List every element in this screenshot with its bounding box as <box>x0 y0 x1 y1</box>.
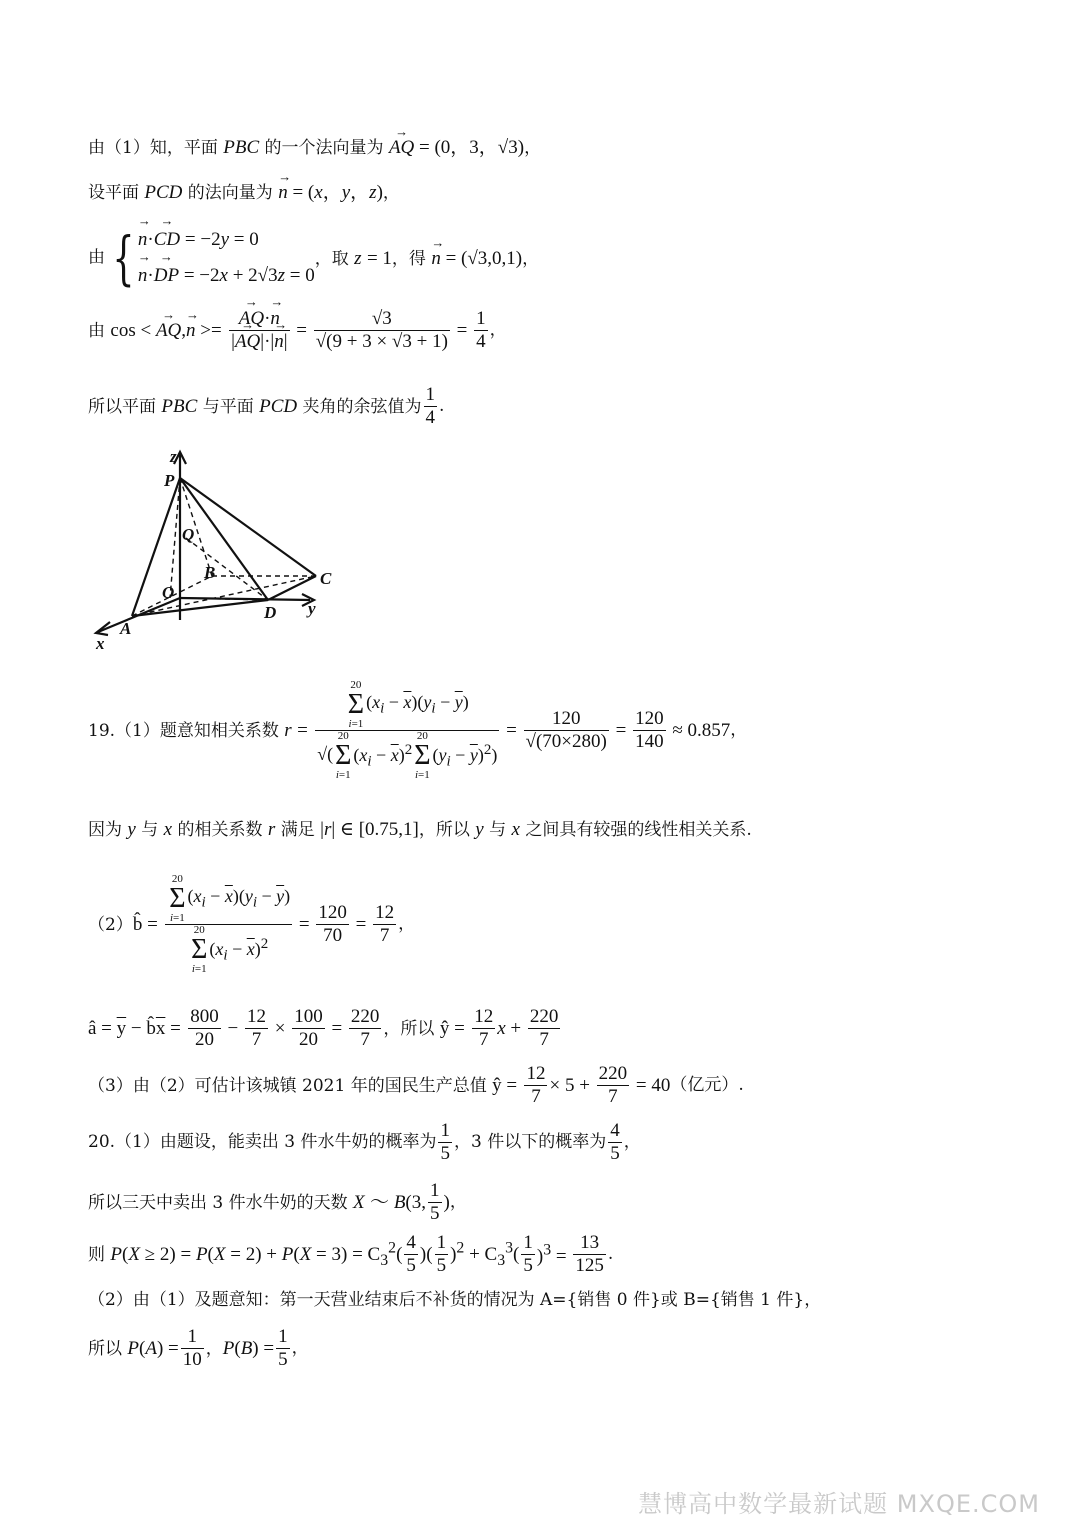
equation-system: 由 { → n·→ CD = −2y = 0 → n·→ DP = −2x + 2√3z = 0 ，取 z = 1，得 → n = (√3,0,1)， <box>88 222 539 294</box>
q20-part2: （2）由（1）及题意知：第一天营业结束后不补货的情况为 A={销售 0 件}或 B={销售 1 件}， <box>88 1290 822 1310</box>
label-p: P <box>164 471 175 490</box>
label-x: x <box>96 634 105 653</box>
text-line-1: 由（1）知，平面 PBC 的一个法向量为 → AQ = (0，3，√3)， <box>88 138 541 157</box>
label-o: O <box>162 583 175 602</box>
label-c: C <box>320 569 332 588</box>
label-y: y <box>308 599 316 618</box>
q19-part1-conclusion: 因为 y 与 x 的相关系数 r 满足 |r| ∈ [0.75,1]，所以 y 与 x 之间具有较强的线性相关关系. <box>88 819 752 840</box>
label-z: z <box>170 448 177 466</box>
label-b: B <box>204 563 216 582</box>
conclusion-line: 所以平面 PBC 与平面 PCD 夹角的余弦值为 $\frac{1}{4}$ . <box>88 384 445 428</box>
label-q: Q <box>182 525 195 544</box>
pyramid-figure <box>88 448 348 653</box>
q20-part1-probability: 20.（1）由题设，能卖出 3 件水牛奶的概率为 $\frac{1}{5}$ ，3 件以下的概率为 $\frac{4}{5}$ ， <box>88 1120 641 1164</box>
q20-probability-calc: 则 $P(X \ge 2) = P(X = 2) + P(X = 3) = C_3^2$( $\frac{4}{5}$ )( $\frac{1}{5}$ )$^2 + C_3^3$( $\frac{1}{5}$ )$^3$ = $\frac{13}{125}$ . <box>88 1232 614 1276</box>
q20-binomial: 所以三天中卖出 3 件水牛奶的天数 X ～ B(3, $\frac{1}{5}$ )， <box>88 1180 467 1224</box>
q20-part2-probabilities: 所以 P(A) = $\frac{1}{10}$ ，P(B) = $\frac{1}{5}$ ， <box>88 1326 309 1370</box>
q19-part3: （3）由（2）可估计该城镇 2021 年的国民生产总值 ŷ = $\frac{12}{7}$ × 5 + $\frac{220}{7}$ = 40（亿元）. <box>88 1063 744 1107</box>
q19-part1-formula: 19.（1）题意知相关系数 r = 20 Σ $i=1(x_i - \overline{x})(y_i - \overline{y})$ √(20 Σ $i=1(x_i - \overline{x})^220$ Σ $i=1(y_i - \overline{y})^2$) = $\frac{120}{√(70\times 280)}$ = $\frac{120}{140}$ ≈ 0.857， <box>88 679 748 781</box>
text-line-2: 设平面 PCD 的法向量为 → n = (x，y，z)， <box>88 183 400 202</box>
q19-part2-a: â = $\overline{y}$ − $b̂\overline{x}$ = $\frac{800}{20}$ − $\frac{12}{7}$ × $\frac{100}{20}$ = $\frac{220}{7}$ ，所以 ŷ = $\frac{12}{7}$ x + $\frac{220}{7}$ <box>88 1006 559 1050</box>
label-d: D <box>264 603 277 622</box>
watermark: 慧博高中数学最新试题 MXQE.COM <box>638 1490 1040 1518</box>
q19-part2-b: （2）b̂ = 20 Σ $i=1(x_i - \overline{x})(y_i - \overline{y})$ 20 Σ $i=1(x_i - \overline{x})^2$ = $\frac{120}{70}$ = $\frac{12}{7}$ ， <box>88 873 416 975</box>
cosine-formula: 由 cos < → AQ,→ n >= → $\frac{AQ\cdot\to n}{|\to AQ|\cdot|\to n|}$ = $\frac{√3}{√(9 + 3 \times √3 + 1)}$ = $\frac{1}{4}$ ， <box>88 308 507 353</box>
label-a: A <box>120 619 132 638</box>
